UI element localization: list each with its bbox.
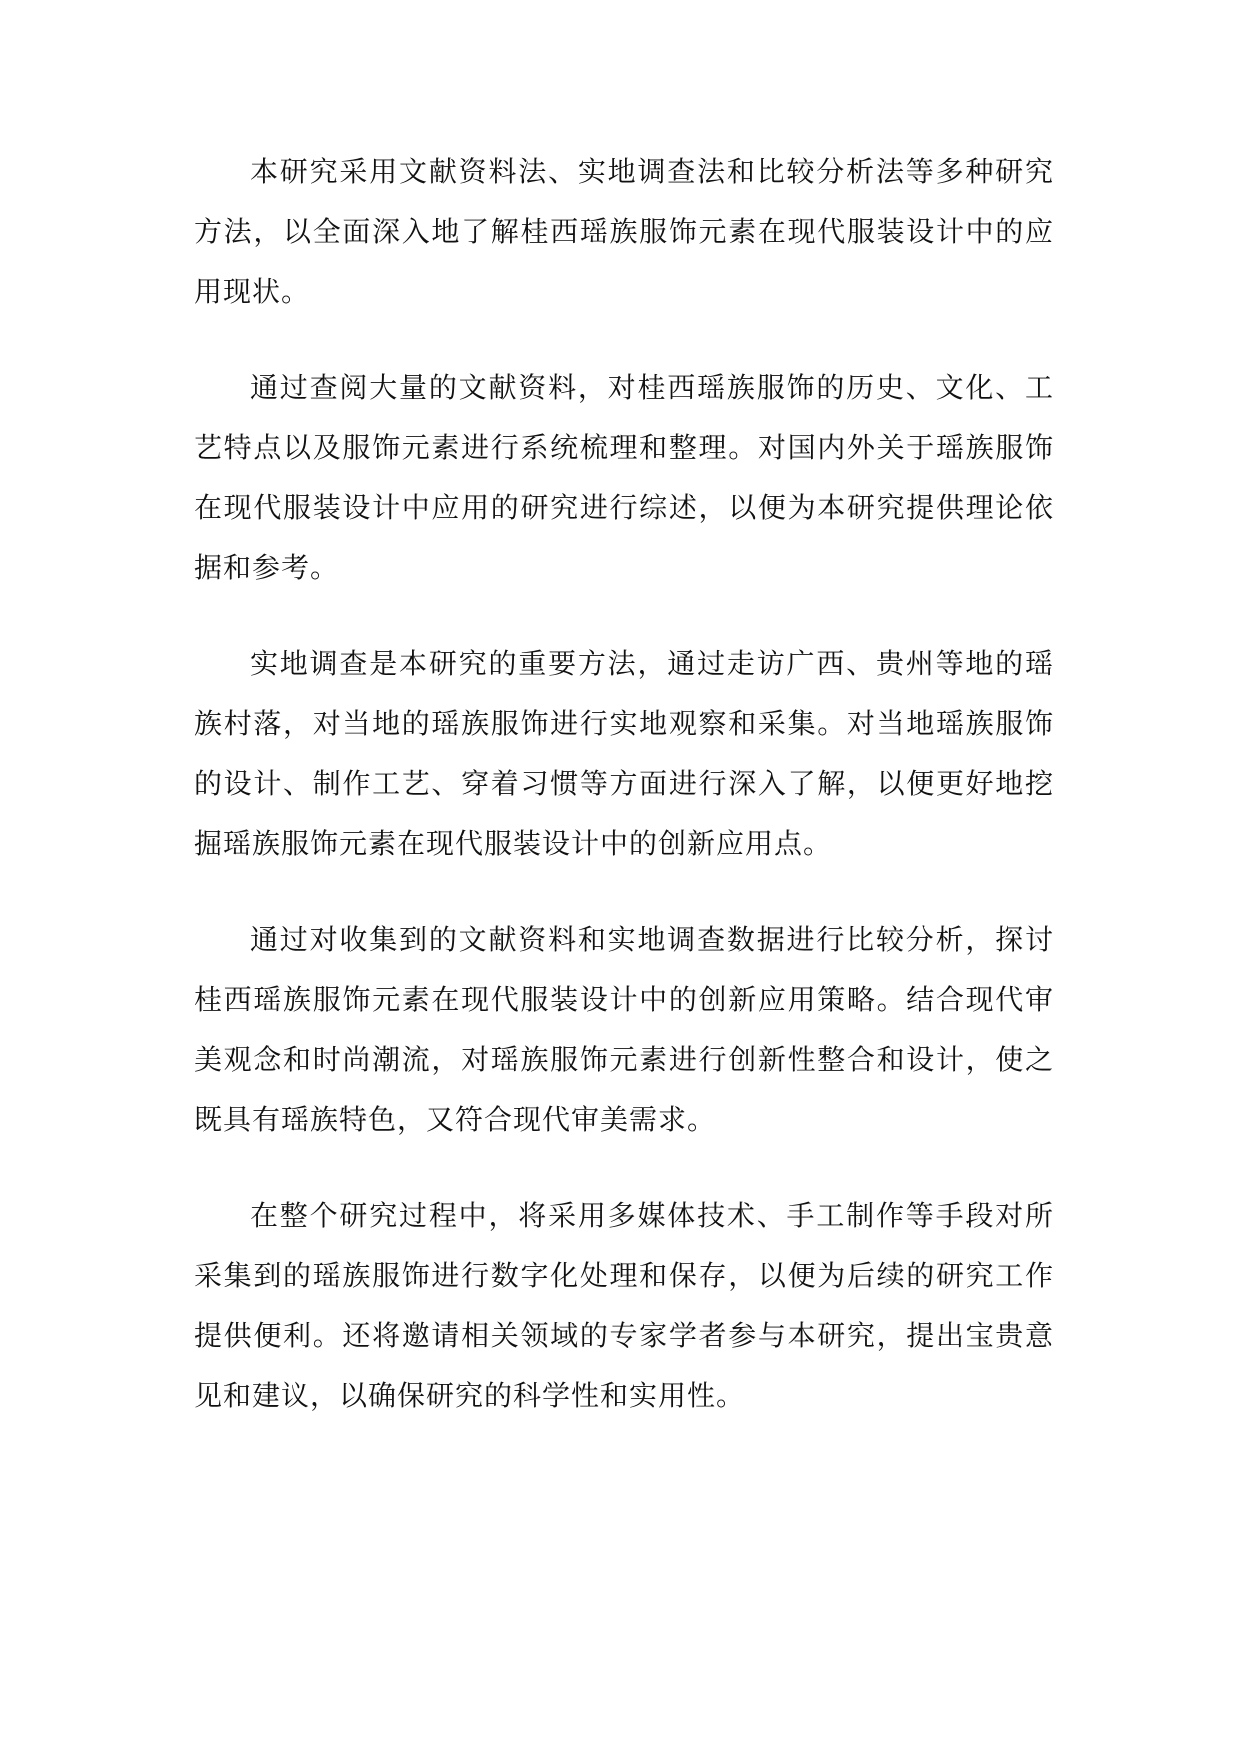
paragraph-1: 本研究采用文献资料法、实地调查法和比较分析法等多种研究方法，以全面深入地了解桂西瑶族服饰元素在现代服装设计中的应用现状。 — [194, 155, 1054, 308]
paragraph-4: 通过对收集到的文献资料和实地调查数据进行比较分析，探讨桂西瑶族服饰元素在现代服装设计中的创新应用策略。结合现代审美观念和时尚潮流，对瑶族服饰元素进行创新性整合和设计，使之既具有瑶族特色，又符合现代审美需求。 — [194, 923, 1054, 1136]
paragraph-5: 在整个研究过程中，将采用多媒体技术、手工制作等手段对所采集到的瑶族服饰进行数字化处理和保存，以便为后续的研究工作提供便利。还将邀请相关领域的专家学者参与本研究，提出宝贵意见和建议，以确保研究的科学性和实用性。 — [194, 1199, 1054, 1412]
paragraph-3: 实地调查是本研究的重要方法，通过走访广西、贵州等地的瑶族村落，对当地的瑶族服饰进行实地观察和采集。对当地瑶族服饰的设计、制作工艺、穿着习惯等方面进行深入了解，以便更好地挖掘瑶族服饰元素在现代服装设计中的创新应用点。 — [194, 647, 1054, 860]
document-body — [194, 142, 1054, 1462]
paragraph-2: 通过查阅大量的文献资料，对桂西瑶族服饰的历史、文化、工艺特点以及服饰元素进行系统梳理和整理。对国内外关于瑶族服饰在现代服装设计中应用的研究进行综述，以便为本研究提供理论依据和参考。 — [194, 371, 1054, 584]
